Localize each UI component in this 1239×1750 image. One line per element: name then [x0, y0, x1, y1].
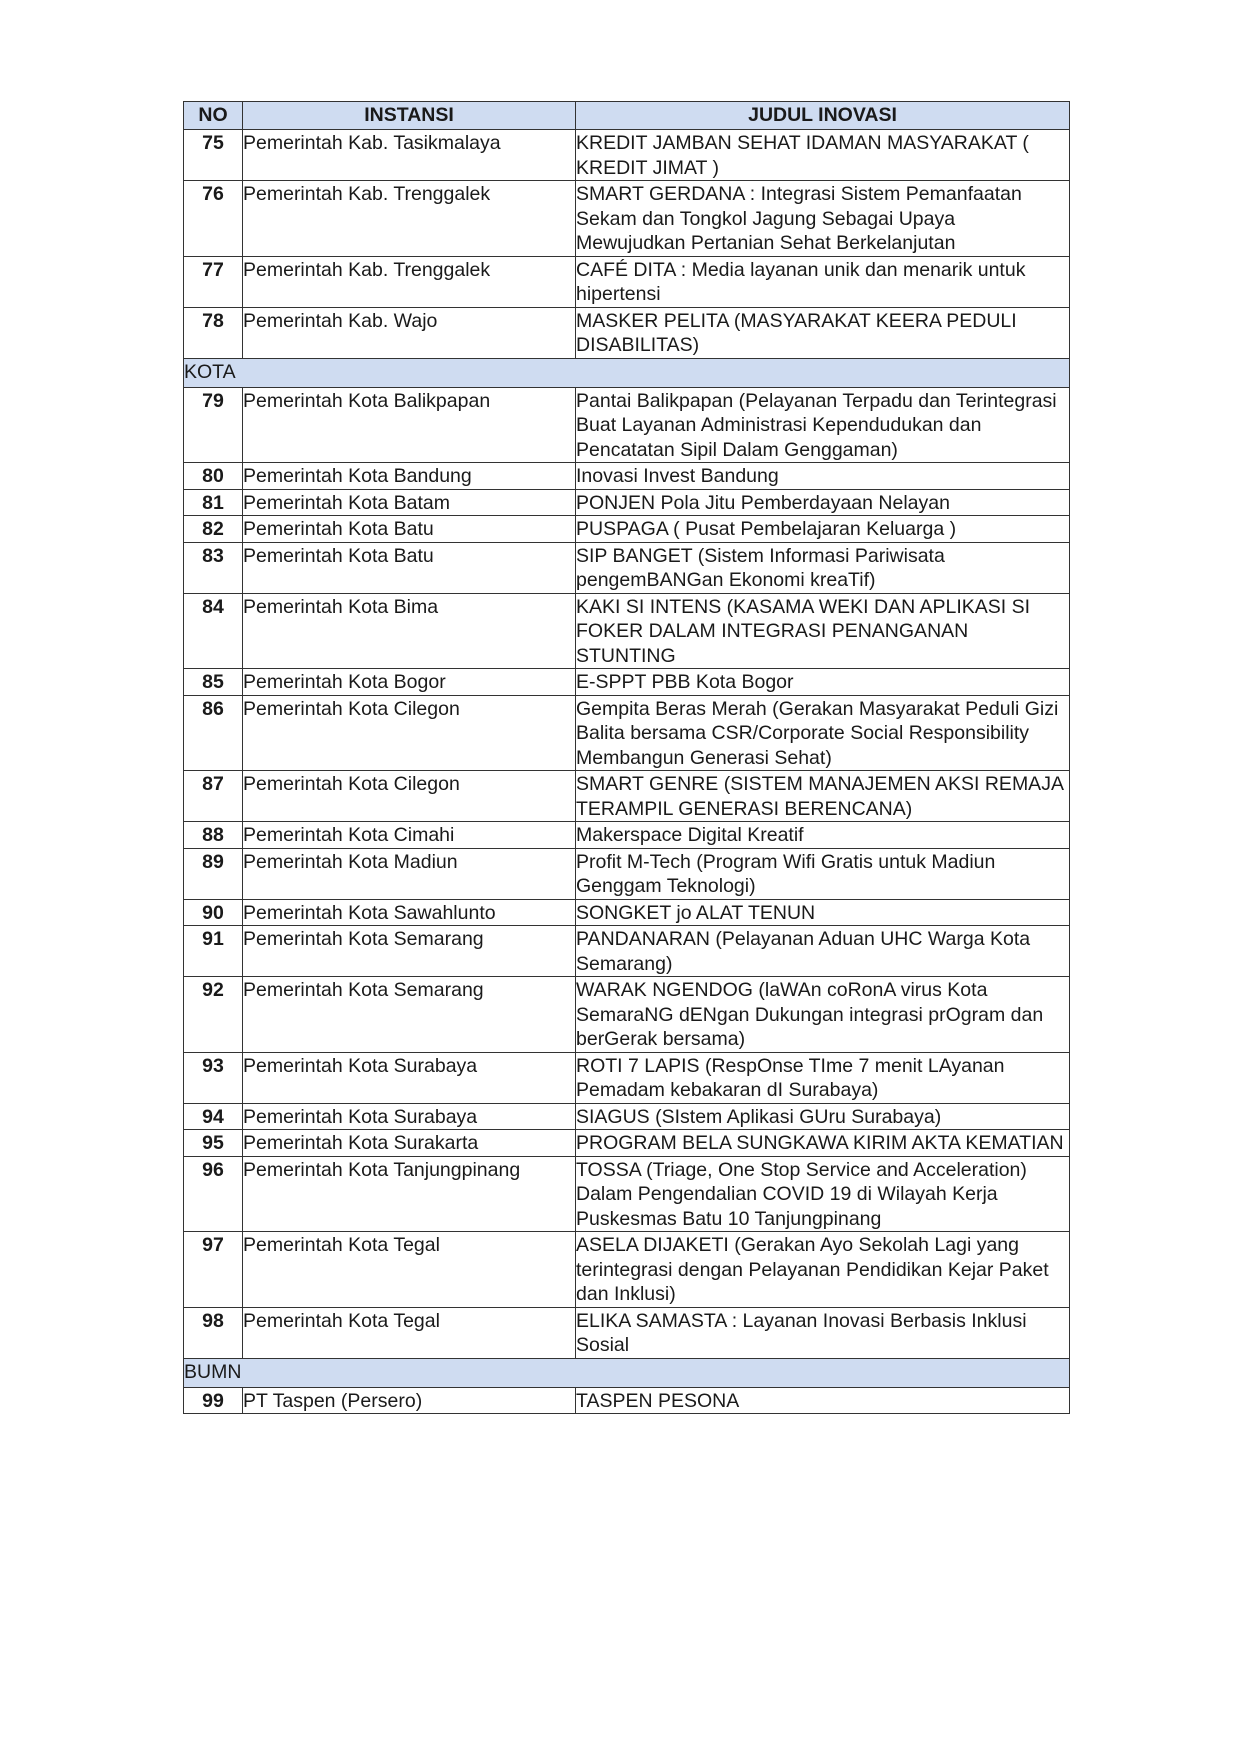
row-number: 75 [184, 130, 243, 181]
row-number: 83 [184, 542, 243, 593]
row-judul: ELIKA SAMASTA : Layanan Inovasi Berbasis Inklusi Sosial [576, 1307, 1070, 1358]
section-label: KOTA [184, 358, 1070, 387]
row-instansi: Pemerintah Kota Balikpapan [243, 387, 576, 463]
header-judul: JUDUL INOVASI [576, 102, 1070, 130]
row-number: 85 [184, 669, 243, 696]
row-judul: PUSPAGA ( Pusat Pembelajaran Keluarga ) [576, 516, 1070, 543]
section-row [184, 1358, 1070, 1387]
row-instansi: Pemerintah Kota Batu [243, 516, 576, 543]
table-row [184, 516, 1070, 543]
row-judul: CAFÉ DITA : Media layanan unik dan menarik untuk hipertensi [576, 256, 1070, 307]
table-row [184, 669, 1070, 696]
row-instansi: PT Taspen (Persero) [243, 1387, 576, 1414]
table-row [184, 926, 1070, 977]
row-judul: Gempita Beras Merah (Gerakan Masyarakat Peduli Gizi Balita bersama CSR/Corporate Social Responsibility Membangun Generasi Sehat) [576, 695, 1070, 771]
row-number: 82 [184, 516, 243, 543]
row-number: 97 [184, 1232, 243, 1308]
row-number: 81 [184, 489, 243, 516]
table-row [184, 822, 1070, 849]
row-judul: Pantai Balikpapan (Pelayanan Terpadu dan Terintegrasi Buat Layanan Administrasi Kependudukan dan Pencatatan Sipil Dalam Genggaman) [576, 387, 1070, 463]
table-row [184, 899, 1070, 926]
table-row [184, 771, 1070, 822]
row-instansi: Pemerintah Kota Tegal [243, 1232, 576, 1308]
row-judul: Makerspace Digital Kreatif [576, 822, 1070, 849]
row-number: 99 [184, 1387, 243, 1414]
table-row [184, 848, 1070, 899]
row-instansi: Pemerintah Kota Madiun [243, 848, 576, 899]
row-number: 87 [184, 771, 243, 822]
row-judul: SIP BANGET (Sistem Informasi Pariwisata pengemBANGan Ekonomi kreaTif) [576, 542, 1070, 593]
table-row [184, 1307, 1070, 1358]
row-number: 91 [184, 926, 243, 977]
row-instansi: Pemerintah Kota Batu [243, 542, 576, 593]
row-judul: Inovasi Invest Bandung [576, 463, 1070, 490]
table-row [184, 130, 1070, 181]
row-number: 80 [184, 463, 243, 490]
row-judul: SONGKET jo ALAT TENUN [576, 899, 1070, 926]
row-number: 79 [184, 387, 243, 463]
section-label: BUMN [184, 1358, 1070, 1387]
row-judul: E-SPPT PBB Kota Bogor [576, 669, 1070, 696]
row-number: 88 [184, 822, 243, 849]
section-row [184, 358, 1070, 387]
row-instansi: Pemerintah Kota Bandung [243, 463, 576, 490]
table-row [184, 307, 1070, 358]
table-row [184, 695, 1070, 771]
table-row [184, 1130, 1070, 1157]
row-number: 98 [184, 1307, 243, 1358]
row-judul: SMART GENRE (SISTEM MANAJEMEN AKSI REMAJA TERAMPIL GENERASI BERENCANA) [576, 771, 1070, 822]
row-instansi: Pemerintah Kota Tegal [243, 1307, 576, 1358]
row-number: 84 [184, 593, 243, 669]
row-number: 86 [184, 695, 243, 771]
row-judul: PANDANARAN (Pelayanan Aduan UHC Warga Kota Semarang) [576, 926, 1070, 977]
row-instansi: Pemerintah Kota Bogor [243, 669, 576, 696]
row-instansi: Pemerintah Kab. Trenggalek [243, 256, 576, 307]
row-judul: WARAK NGENDOG (laWAn coRonA virus Kota SemaraNG dENgan Dukungan integrasi prOgram dan berGerak bersama) [576, 977, 1070, 1053]
row-judul: KAKI SI INTENS (KASAMA WEKI DAN APLIKASI SI FOKER DALAM INTEGRASI PENANGANAN STUNTING [576, 593, 1070, 669]
row-number: 78 [184, 307, 243, 358]
row-judul: PONJEN Pola Jitu Pemberdayaan Nelayan [576, 489, 1070, 516]
row-judul: SMART GERDANA : Integrasi Sistem Pemanfaatan Sekam dan Tongkol Jagung Sebagai Upaya Mewujudkan Pertanian Sehat Berkelanjutan [576, 181, 1070, 257]
row-instansi: Pemerintah Kota Cilegon [243, 695, 576, 771]
header-no: NO [184, 102, 243, 130]
table-row [184, 489, 1070, 516]
row-judul: TOSSA (Triage, One Stop Service and Acceleration) Dalam Pengendalian COVID 19 di Wilayah Kerja Puskesmas Batu 10 Tanjungpinang [576, 1156, 1070, 1232]
row-instansi: Pemerintah Kota Sawahlunto [243, 899, 576, 926]
row-instansi: Pemerintah Kota Tanjungpinang [243, 1156, 576, 1232]
row-number: 77 [184, 256, 243, 307]
table-row [184, 1232, 1070, 1308]
header-instansi: INSTANSI [243, 102, 576, 130]
table-row [184, 387, 1070, 463]
table-row [184, 977, 1070, 1053]
row-number: 93 [184, 1052, 243, 1103]
row-judul: MASKER PELITA (MASYARAKAT KEERA PEDULI DISABILITAS) [576, 307, 1070, 358]
row-instansi: Pemerintah Kota Batam [243, 489, 576, 516]
row-number: 92 [184, 977, 243, 1053]
row-judul: Profit M-Tech (Program Wifi Gratis untuk Madiun Genggam Teknologi) [576, 848, 1070, 899]
table-row [184, 1103, 1070, 1130]
row-instansi: Pemerintah Kota Surakarta [243, 1130, 576, 1157]
row-judul: PROGRAM BELA SUNGKAWA KIRIM AKTA KEMATIAN [576, 1130, 1070, 1157]
table-row [184, 181, 1070, 257]
table-row [184, 463, 1070, 490]
row-number: 96 [184, 1156, 243, 1232]
row-instansi: Pemerintah Kota Surabaya [243, 1103, 576, 1130]
table-row [184, 1156, 1070, 1232]
table-row [184, 542, 1070, 593]
row-judul: KREDIT JAMBAN SEHAT IDAMAN MASYARAKAT ( KREDIT JIMAT ) [576, 130, 1070, 181]
row-number: 95 [184, 1130, 243, 1157]
row-judul: SIAGUS (SIstem Aplikasi GUru Surabaya) [576, 1103, 1070, 1130]
innovation-table [183, 101, 1070, 1414]
table-row [184, 593, 1070, 669]
table-header-row [184, 102, 1070, 130]
row-number: 94 [184, 1103, 243, 1130]
row-number: 76 [184, 181, 243, 257]
row-instansi: Pemerintah Kota Surabaya [243, 1052, 576, 1103]
row-judul: ASELA DIJAKETI (Gerakan Ayo Sekolah Lagi yang terintegrasi dengan Pelayanan Pendidikan Kejar Paket dan Inklusi) [576, 1232, 1070, 1308]
row-instansi: Pemerintah Kota Semarang [243, 977, 576, 1053]
row-instansi: Pemerintah Kota Semarang [243, 926, 576, 977]
row-number: 90 [184, 899, 243, 926]
table-row [184, 256, 1070, 307]
row-instansi: Pemerintah Kota Cilegon [243, 771, 576, 822]
row-instansi: Pemerintah Kota Bima [243, 593, 576, 669]
row-judul: TASPEN PESONA [576, 1387, 1070, 1414]
row-instansi: Pemerintah Kab. Wajo [243, 307, 576, 358]
table-row [184, 1387, 1070, 1414]
row-judul: ROTI 7 LAPIS (RespOnse TIme 7 menit LAyanan Pemadam kebakaran dI Surabaya) [576, 1052, 1070, 1103]
row-instansi: Pemerintah Kota Cimahi [243, 822, 576, 849]
table-row [184, 1052, 1070, 1103]
table-body [184, 130, 1070, 1414]
row-instansi: Pemerintah Kab. Trenggalek [243, 181, 576, 257]
row-instansi: Pemerintah Kab. Tasikmalaya [243, 130, 576, 181]
row-number: 89 [184, 848, 243, 899]
